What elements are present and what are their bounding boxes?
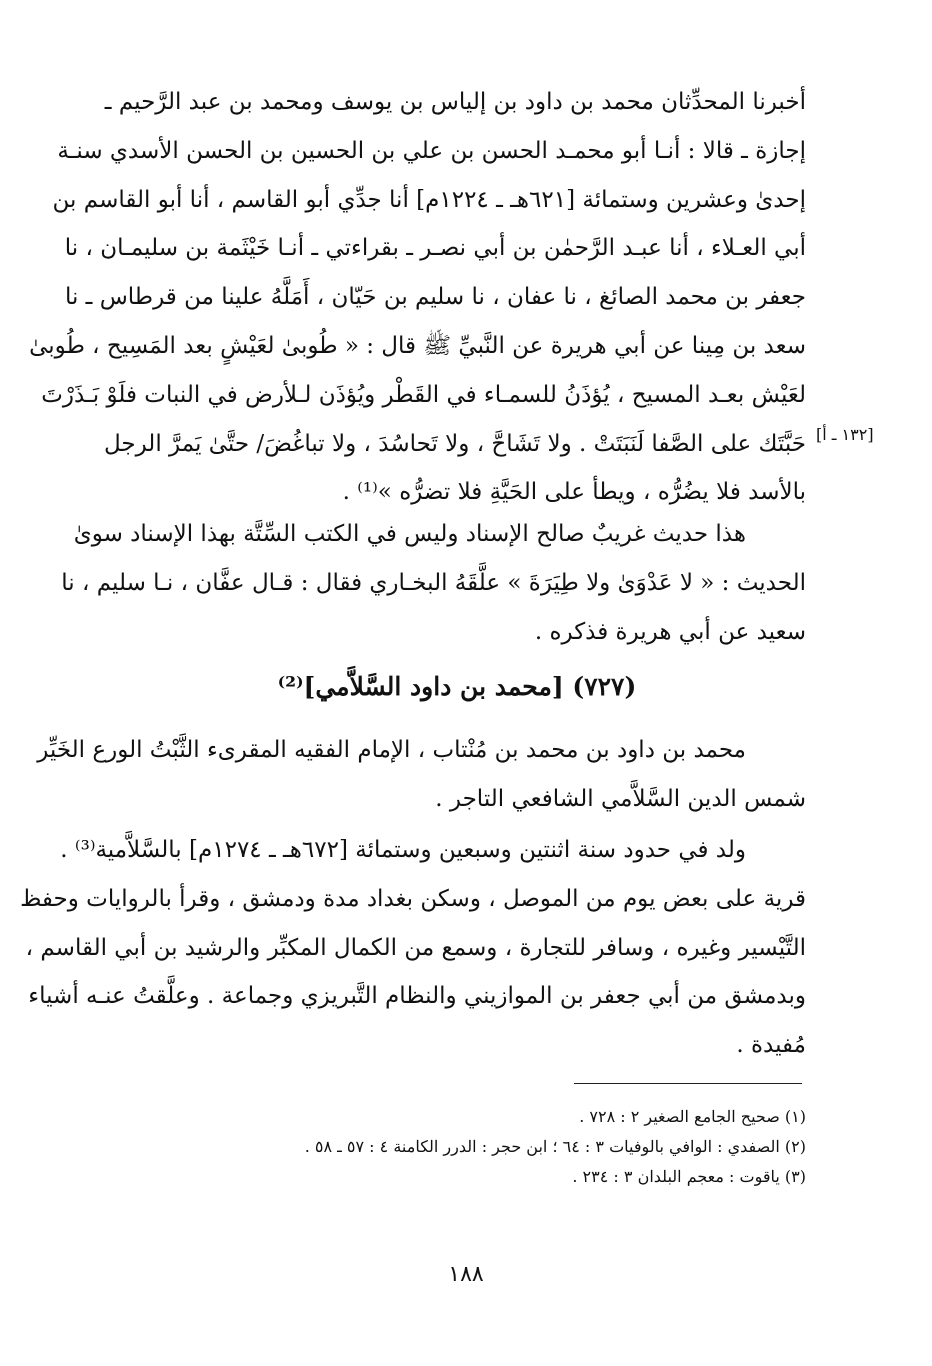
footnote: (٣) ياقوت : معجم البلدان ٣ : ٢٣٤ . <box>572 1167 806 1186</box>
entry-heading: (٧٢٧) [محمد بن داود السَّلاَّمي]⁽²⁾ <box>277 672 637 701</box>
footnote-divider <box>574 1083 802 1084</box>
footnote: (١) صحيح الجامع الصغير ٢ : ٧٢٨ . <box>579 1107 806 1126</box>
text-line: وبدمشق من أبي جعفر بن الموازيني والنظام التَّبريزي وجماعة . وعلَّقتُ عنـه أشياء <box>28 983 806 1010</box>
text-line: أخبرنا المحدِّثان محمد بن داود بن إلياس بن يوسف ومحمد بن عبد الرَّحيم ـ <box>104 89 806 115</box>
text-line: سعد بن مِينا عن أبي هريرة عن النَّبيِّ ﷺ قال : « طُوبىٰ لعَيْشٍ بعد المَسِيح ، طُوبىٰ <box>29 332 806 359</box>
text-line: إحدىٰ وعشرين وستمائة [٦٢١هـ ـ ١٢٢٤م] أنا جدِّي أبو القاسم ، أنا أبو القاسم بن <box>52 186 806 213</box>
text-line: ولد في حدود سنة اثنتين وسبعين وستمائة [٦٧٢هـ ـ ١٢٧٤م] بالسَّلاَّمية⁽³⁾ . <box>60 837 746 863</box>
manuscript-folio-marker: [١٣٢ ـ أ] <box>816 425 874 444</box>
text-line: جعفر بن محمد الصائغ ، نا عفان ، نا سليم بن حَيّان ، أَمَلَّهُ علينا من قرطاس ـ نا <box>64 284 806 311</box>
commentary-paragraph <box>61 510 806 656</box>
footnote: (٢) الصفدي : الوافي بالوفيات ٣ : ٦٤ ؛ ابن حجر : الدرر الكامنة ٤ : ٥٧ ـ ٥٨ . <box>304 1137 806 1156</box>
text-line: محمد بن داود بن محمد بن مُنْتاب ، الإمام الفقيه المقرىء الثَّبْتُ الورع الخَيِّر <box>37 737 746 763</box>
text-line: هذا حديث غريبٌ صالح الإسناد وليس في الكتب السِّتَّة بهذا الإسناد سوىٰ <box>73 521 746 547</box>
text-line: إجازة ـ قالا : أنـا أبو محمـد الحسن بن علي بن الحسين بن الحسن الأسدي سنـة <box>57 137 806 164</box>
biography-intro-paragraph <box>37 726 806 824</box>
footnotes <box>108 1102 806 1192</box>
text-line: بالأسد فلا يضُرُّه ، ويطأ على الحَيَّةِ فلا تضرُّه »⁽¹⁾ . <box>342 479 806 506</box>
text-line: لعَيْش بعـد المسيح ، يُؤذَنُ للسمـاء في القَطْر ويُؤذَن لـلأرض في النبات فلَوْ بَـذَرْتَ <box>41 381 806 408</box>
text-line: حَبَّتَك على الصَّفا لَنَبَتَتْ . ولا تَشَاحَّ ، ولا تَحاسُدَ ، ولا تباغُضَ/ حتَّىٰ يَمرَّ الرجل <box>103 430 806 457</box>
text-line: قرية على بعض يوم من الموصل ، وسكن بغداد مدة ودمشق ، وقرأ بالروايات وحفظ <box>20 885 806 912</box>
text-line: الحديث : « لا عَدْوَىٰ ولا طِيَرَةَ » علَّقَهُ البخـاري فقال : قـال عفَّان ، نـا سليم ، نا <box>61 569 806 596</box>
text-line: سعيد عن أبي هريرة فذكره . <box>534 618 806 645</box>
text-line: مُفيدة . <box>736 1032 806 1059</box>
hadith-paragraph <box>29 78 806 517</box>
text-line: أبي العـلاء ، أنا عبـد الرَّحمٰن بن أبي نصـر ـ بقراءتي ـ أنـا خَيْثَمة بن سليمـان ، نا <box>64 235 806 262</box>
text-line: شمس الدين السَّلاَّمي الشافعي التاجر . <box>435 785 806 812</box>
text-line: التَّيْسير وغيره ، وسافر للتجارة ، وسمع من الكمال المكبِّر والرشيد بن أبي القاسم ، <box>25 934 806 961</box>
biography-paragraph <box>20 826 806 1070</box>
page-number: ١٨٨ <box>448 1262 484 1287</box>
